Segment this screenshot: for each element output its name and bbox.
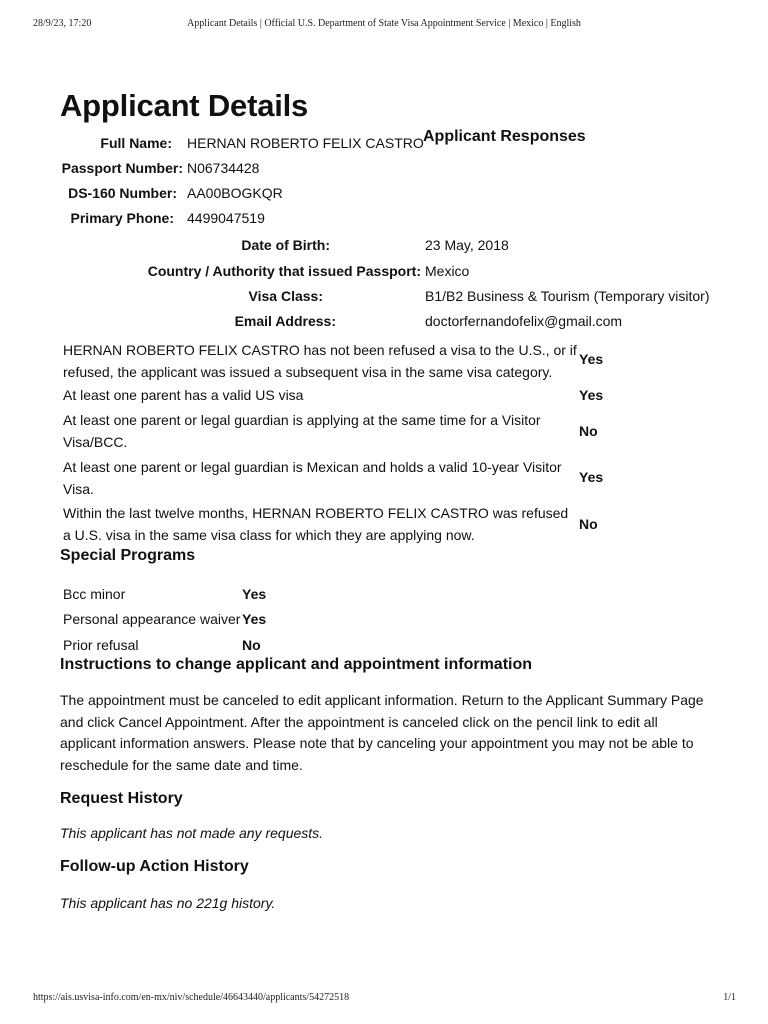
ds160-value: AA00BOGKQR xyxy=(187,185,283,201)
program-label: Bcc minor xyxy=(63,586,126,602)
program-label: Prior refusal xyxy=(63,637,139,653)
response-question: At least one parent or legal guardian is applying at the same time for a Visitor Visa/BCC. xyxy=(63,412,541,450)
response-answer: Yes xyxy=(579,469,604,485)
response-question: At least one parent has a valid US visa xyxy=(63,387,304,403)
page-title: Applicant Details xyxy=(60,88,309,123)
program-value: Yes xyxy=(242,611,267,627)
country-value: Mexico xyxy=(425,263,470,279)
passport-value: N06734428 xyxy=(187,160,260,176)
print-page-title: Applicant Details | Official U.S. Department of State Visa Appointment Service | Mexico | English xyxy=(187,18,581,29)
email-value: doctorfernandofelix@gmail.com xyxy=(425,313,623,329)
phone-label: Primary Phone: xyxy=(70,210,174,226)
program-label: Personal appearance waiver xyxy=(63,611,241,627)
instructions-title: Instructions to change applicant and appointment information xyxy=(60,656,533,673)
response-question: At least one parent or legal guardian is Mexican and holds a valid 10-year Visitor Visa. xyxy=(63,459,562,497)
phone-value: 4499047519 xyxy=(187,210,265,226)
email-label: Email Address: xyxy=(234,313,336,329)
visa-class-label: Visa Class: xyxy=(248,288,323,304)
print-datetime: 28/9/23, 17:20 xyxy=(33,18,92,29)
ds160-label: DS-160 Number: xyxy=(68,185,177,201)
print-url: https://ais.usvisa-info.com/en-mx/niv/schedule/46643440/applicants/54272518 xyxy=(33,992,350,1003)
dob-label: Date of Birth: xyxy=(241,237,330,253)
followup-history-title: Follow-up Action History xyxy=(60,858,249,875)
dob-value: 23 May, 2018 xyxy=(425,237,509,253)
response-answer: Yes xyxy=(579,387,604,403)
country-label: Country / Authority that issued Passport: xyxy=(147,263,421,279)
visa-class-value: B1/B2 Business & Tourism (Temporary visitor) xyxy=(425,288,710,304)
request-history-text: This applicant has not made any requests. xyxy=(60,825,324,841)
request-history-title: Request History xyxy=(60,790,183,807)
response-question: HERNAN ROBERTO FELIX CASTRO has not been refused a visa to the U.S., or if refused, the applicant was issued a subsequent visa in the same visa category. xyxy=(63,342,577,380)
response-answer: No xyxy=(579,516,598,532)
response-answer: No xyxy=(579,423,598,439)
print-page-number: 1/1 xyxy=(723,992,736,1003)
program-value: Yes xyxy=(242,586,267,602)
full-name-label: Full Name: xyxy=(100,135,172,151)
instructions-text: The appointment must be canceled to edit applicant information. Return to the Applicant Summary Page and click Cancel Appointment. After the appointment is canceled click on the pencil link to edit all applicant information answers. Please note that by canceling your appointment you may not be able to reschedule for the same date and time. xyxy=(60,692,704,773)
program-value: No xyxy=(242,637,261,653)
responses-title: Applicant Responses xyxy=(423,128,586,145)
response-question: Within the last twelve months, HERNAN ROBERTO FELIX CASTRO was refused a U.S. visa in the same visa class for which they are applying now. xyxy=(63,505,569,543)
special-programs-title: Special Programs xyxy=(60,547,196,564)
passport-label: Passport Number: xyxy=(61,160,183,176)
response-answer: Yes xyxy=(579,351,604,367)
full-name-value: HERNAN ROBERTO FELIX CASTRO xyxy=(187,135,424,151)
followup-history-text: This applicant has no 221g history. xyxy=(60,895,276,911)
